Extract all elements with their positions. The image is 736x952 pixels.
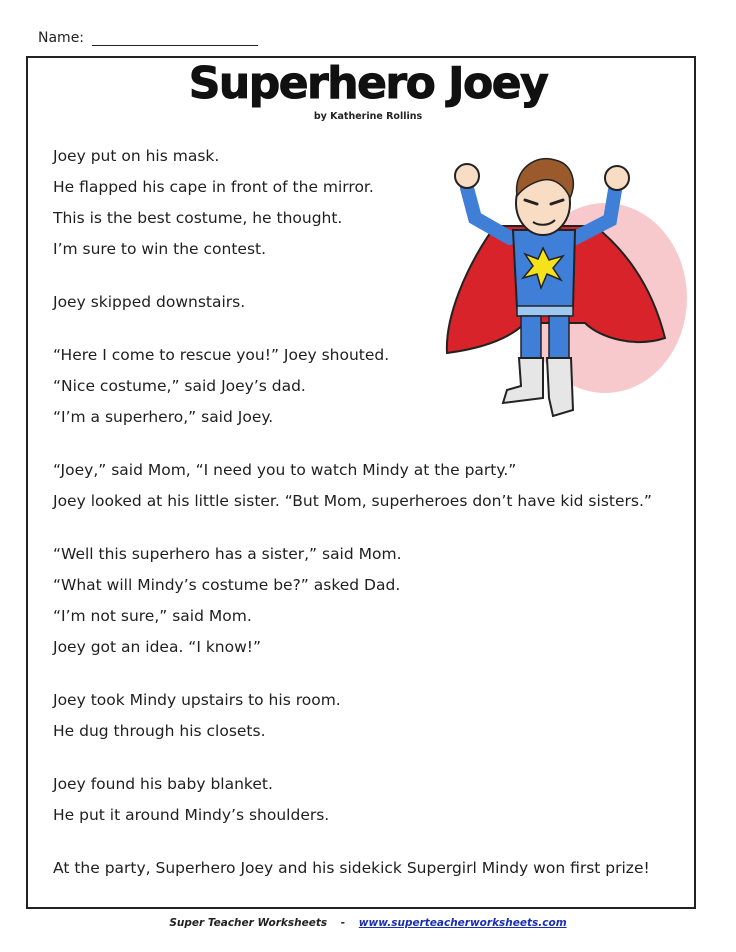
paragraph-gap [53, 752, 683, 774]
page-footer [0, 917, 736, 929]
footer-url-link[interactable]: www.superteacherworksheets.com [358, 917, 567, 929]
paragraph-gap [53, 836, 683, 858]
story-line: “I’m a superhero,” said Joey. [53, 408, 274, 426]
story-line: Joey took Mindy upstairs to his room. [53, 691, 341, 709]
superhero-boy-illustration [425, 148, 687, 438]
left-fist [455, 164, 479, 188]
story-line: He flapped his cape in front of the mirror. [53, 178, 374, 196]
paragraph-gap [53, 438, 683, 460]
story-line: He put it around Mindy’s shoulders. [53, 806, 330, 824]
name-label: Name: [38, 30, 85, 46]
right-fist [605, 166, 629, 190]
story-line: Joey skipped downstairs. [53, 293, 246, 311]
story-line: I’m sure to win the contest. [53, 240, 267, 258]
story-line: “I’m not sure,” said Mom. [53, 607, 252, 625]
story-line: Joey got an idea. “I know!” [53, 638, 262, 656]
name-field [38, 30, 258, 46]
paragraph-gap [53, 522, 683, 544]
story-line: This is the best costume, he thought. [53, 209, 343, 227]
story-line: “Joey,” said Mom, “I need you to watch Mindy at the party.” [53, 461, 517, 479]
story-line: At the party, Superhero Joey and his sidekick Supergirl Mindy won first prize! [53, 859, 650, 877]
footer-separator: - [340, 917, 346, 929]
story-line: “Well this superhero has a sister,” said Mom. [53, 545, 402, 563]
page-title: Superhero Joey [188, 58, 548, 109]
left-boot [503, 358, 543, 403]
story-line: He dug through his closets. [53, 722, 266, 740]
name-blank-line[interactable] [92, 31, 258, 46]
story-line: “What will Mindy’s costume be?” asked Dad. [53, 576, 401, 594]
story-line: Joey looked at his little sister. “But Mom, superheroes don’t have kid sisters.” [53, 492, 652, 510]
story-line: Joey found his baby blanket. [53, 775, 273, 793]
right-boot [547, 358, 573, 416]
footer-brand: Super Teacher Worksheets [169, 917, 328, 929]
author-byline: by Katherine Rollins [313, 111, 423, 122]
left-arm [467, 188, 510, 238]
story-line: “Nice costume,” said Joey’s dad. [53, 377, 306, 395]
story-line: “Here I come to rescue you!” Joey shouted. [53, 346, 390, 364]
paragraph-gap [53, 668, 683, 690]
story-line: Joey put on his mask. [53, 147, 220, 165]
belt [517, 306, 573, 316]
